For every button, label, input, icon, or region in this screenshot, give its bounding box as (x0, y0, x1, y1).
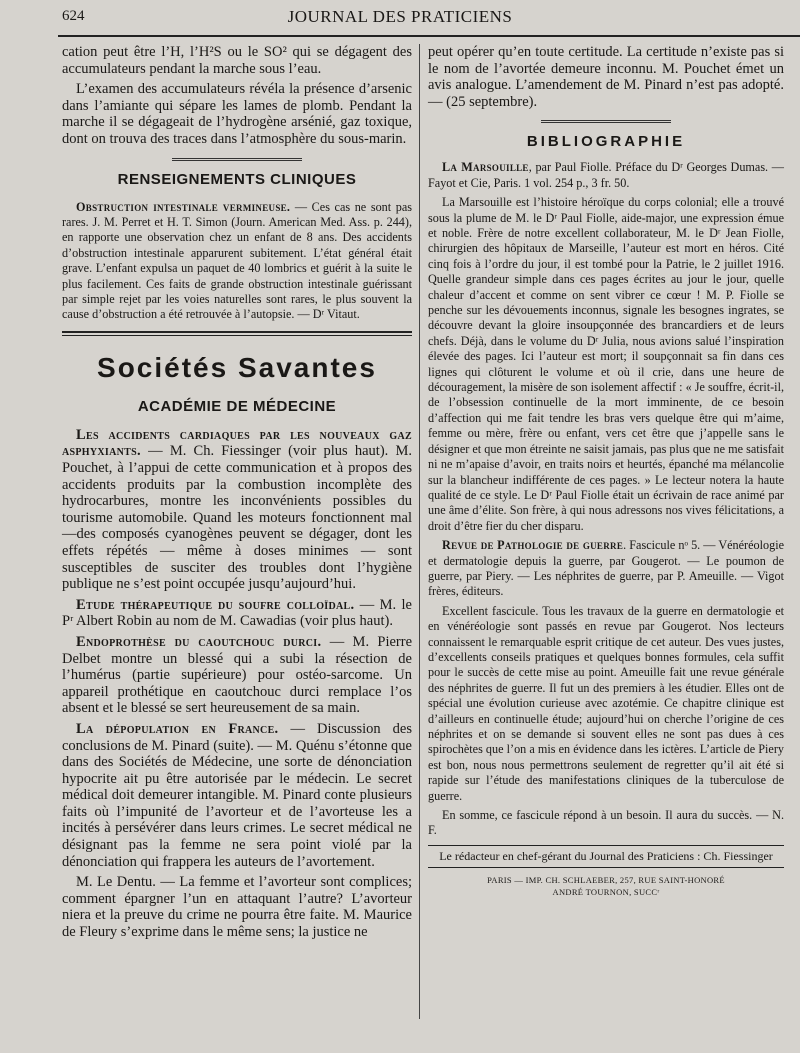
depop-text: — Discussion des conclusions de M. Pinard (suite). — M. Quénu s’étonne que dans des Sociétés de Médecine, une sorte de dénonciation hypocrite ait pu être autorisée par le médecin. Le secret médical doit demeurer intangible. M. Pinard conte plusieurs faits où l’impunité de l’avorteur et de l’avorteuse les a incités à persévérer dans leurs crimes. Le secret médical ne désignant pas la femme ne sera point violé par la dénonciation qui frappera les auteurs de l’avortement. (62, 720, 412, 870)
obstruction-article (62, 200, 412, 323)
page-header (0, 6, 800, 34)
revue-reference (428, 538, 784, 600)
section-rule (62, 331, 412, 336)
journal-title: JOURNAL DES PRATICIENS (287, 7, 513, 26)
endo-text: — M. Pierre Delbet montre un blessé qui a subi la résection de l’humérus (partie supérieure) pour ostéo-sarcome. Un appareil prothétique en caoutchouc durci remplace l’os absent et le blessé se sert heureusement de sa main. (62, 633, 413, 717)
dentu-paragraph: M. Le Dentu. — La femme et l’avorteur sont complices; comment épargner l’un en attaquant l’autre? L’avorteur niera et la preuve du crime ne pourra être faite. M. Maurice de Fleury s’exprime dans le même sens; la justice ne (62, 874, 412, 941)
depop-title: La dépopulation en France. (76, 720, 279, 737)
marsouille-title: La Marsouille (442, 160, 529, 175)
right-column (428, 44, 784, 898)
marsouille-ref: , par Paul Fiolle. Préface du Dʳ Georges Dumas. — Fayot et Cie, Paris. 1 vol. 254 p., 3 fr. 50. (428, 160, 784, 190)
separator (541, 120, 671, 125)
accidents-title: Les accidents cardiaques par les nouveaux gaz asphyxiants. (62, 426, 412, 460)
separator (172, 158, 302, 163)
imprint-line-1: PARIS — IMP. CH. SCHLAEBER, 257, RUE SAINT-HONORÉ (487, 874, 725, 885)
obstruction-text: — Ces cas ne sont pas rares. J. M. Perret et H. T. Simon (Journ. American Med. Ass. p. 244), en rapporte une observation chez un enfant de 8 ans. Des accidents d’obstruction intestinale apparurent subitement. L’état général était grave. L’enfant expulsa un paquet de 40 lombrics et guérit à la suite le plus facilement. Ces faits de grande obstruction intestinale guérissant par simple rejet par les voies naturelles sont rares, le plus souvent la cause d’obstruction a été retrouvée à l’autopsie. — Dʳ Vitaut. (62, 199, 412, 322)
column-divider (419, 44, 420, 1019)
revue-conclusion: En somme, ce fascicule répond à un besoin. Il aura du succès. — N. F. (428, 808, 784, 838)
soufre-title: Etude thérapeutique du soufre colloïdal. (76, 596, 355, 613)
marsouille-reference (428, 160, 784, 191)
revue-title: Revue de Pathologie de guerre (442, 538, 624, 553)
bibliographie-title: BIBLIOGRAPHIE (526, 133, 686, 151)
soufre-article (62, 597, 412, 630)
imprint (428, 874, 784, 898)
soufre-text: — M. le Pʳ Albert Robin au nom de M. Cawadias (voir plus haut). (62, 596, 412, 630)
accidents-text: — M. Ch. Fiessinger (voir plus haut). M. Pouchet, à l’appui de cette communication et à propos des accidents produits par la combustion incomplète des hydrocarbures, montre les inconvénients possibles du tourisme automobile. Quand les moteurs fonctionnent mal —des composés cyanogènes peuvent se dégager, dont les effets répétés — même à doses minimes — sont susceptibles de susciter des troubles dont l’hygiène publique ne s’est point occupée jusqu’aujourd’hui. (62, 443, 412, 593)
redacteur-line: Le rédacteur en chef-gérant du Journal des Praticiens : Ch. Fiessinger (428, 845, 784, 868)
header-rule (58, 35, 800, 37)
endoprothese-article (62, 634, 412, 717)
revue-review: Excellent fascicule. Tous les travaux de la guerre en dermatologie et en vénéréologie sont passés en revue par Gougerot. Nos lecteurs connaissent le remarquable esprit critique de cet auteur. Des vues justes, d’excellents conseils pratiques et quelques bonnes formules, cela suffit pour le succès de cette mise au point. Ameuille fait une revue générale des néphrites de guerre. Il fut un des premiers à les étudier. Elles ont de spécial une évolution curieuse avec azotémie. Ce chapitre clinique est d’ailleurs en continuelle étude; aujourd’hui on cherche l’origine de ces néphrites et on se demande si souvent elles ne sont pas dues à ces spirochètes que l’on a mis en évidence dans les ictères. L’article de Piery est bon, nous nous permettrons seulement de regretter qu’il ait été si rapide sur l’étude des manifestations cliniques de la tuberculose de guerre. (428, 603, 784, 803)
imprint-line-2: ANDRÉ TOURNON, SUCCʳ (552, 886, 660, 897)
obstruction-title: Obstruction intestinale vermineuse. (76, 199, 291, 214)
arsenic-paragraph: L’examen des accumulateurs révéla la présence d’arsenic dans l’amiante qui sépare les lames de plomb. Pendant la marche il se dégageait de l’hydrogène arsénié, gaz toxique, dont on trouva des traces dans l’atmosphère du sous-marin. (62, 81, 412, 147)
academie-title: ACADÉMIE DE MÉDECINE (137, 397, 337, 415)
left-column (62, 44, 412, 945)
accidents-article (62, 427, 412, 593)
section-title-renseignements: RENSEIGNEMENTS CLINIQUES (117, 170, 357, 188)
page-number: 624 (62, 8, 85, 24)
continuation-paragraph: peut opérer qu’en toute certitude. La certitude n’existe pas si le nom de l’avortée demeure inconnu. M. Pouchet émet un avis analogue. L’amendement de M. Pinard n’est pas adopté. — (25 septembre). (428, 44, 784, 110)
revue-ref: . Fascicule nᵒ 5. — Vénéréologie et dermatologie depuis la guerre, par Gougerot. — Le poumon de guerre, par Piery. — Les néphrites de guerre, par P. Ameuille. — Vigot frères, éditeurs. (428, 538, 784, 599)
societes-savantes-title: Sociétés Savantes (97, 351, 377, 383)
marsouille-review: La Marsouille est l’histoire héroïque du corps colonial; elle a trouvé sous la plume de M. le Dʳ Paul Fiolle, aide-major, une expression émue et noble. Frère de notre excellent collaborateur, M. le Dʳ Jean Fiolle, chirurgien des hôpitaux de Marseille, l’auteur est mort en héros. Cité cinq fois à l’ordre du jour, il est tombé pour la Patrie, le 2 juillet 1916. Quelle grandeur simple dans ces pages écrites au jour le jour, quelle chaleur d’accent et comme on sent vibrer ce cœur ! M. P. Fiolle se penche sur les dévouements inconnus, signale les besognes ingrates, se découvre devant la gloire insoupçonnée des brancardiers et de leurs chefs. Déjà, dans le volume du Dʳ Julia, nous avions salué l’inspiration élevée des pages. Ici l’auteur est mort; il soupçonnait sa fin dans ces lignes qui clôturent le volume et où il crie, dans une heure de découragement, la misère de son isolement affectif : « Je souffre, écrit-il, de l’obsession continuelle de la mort imminente, de ce besoin d’affection qui me fait tendre les bras vers quelque être qui m’aime, femme ou mère, frère ou enfant, vers cet être que j’appelle sans le désigner et que mon étreinte ne saisit jamais, pas plus que ne me satisfait ni ne m’apaise d’avoir, en traits noirs et heurtés, épanché ma mélancolie sur la blancheur indifférente de ces pages. » Le lecteur notera la haute qualité de ce style. Le Dʳ Paul Fiolle était un écrivain de race animé par une âme d’élite. Son frère, à qui nous adressons nos vives félicitations, a droit d’être fier du cher disparu. (428, 195, 784, 533)
endo-title: Endoprothèse du caoutchouc durci. (76, 633, 322, 650)
depopulation-article (62, 721, 412, 870)
intro-paragraph: cation peut être l’H, l’H²S ou le SO² qui se dégagent des accumulateurs pendant la marche sous l’eau. (62, 44, 412, 77)
